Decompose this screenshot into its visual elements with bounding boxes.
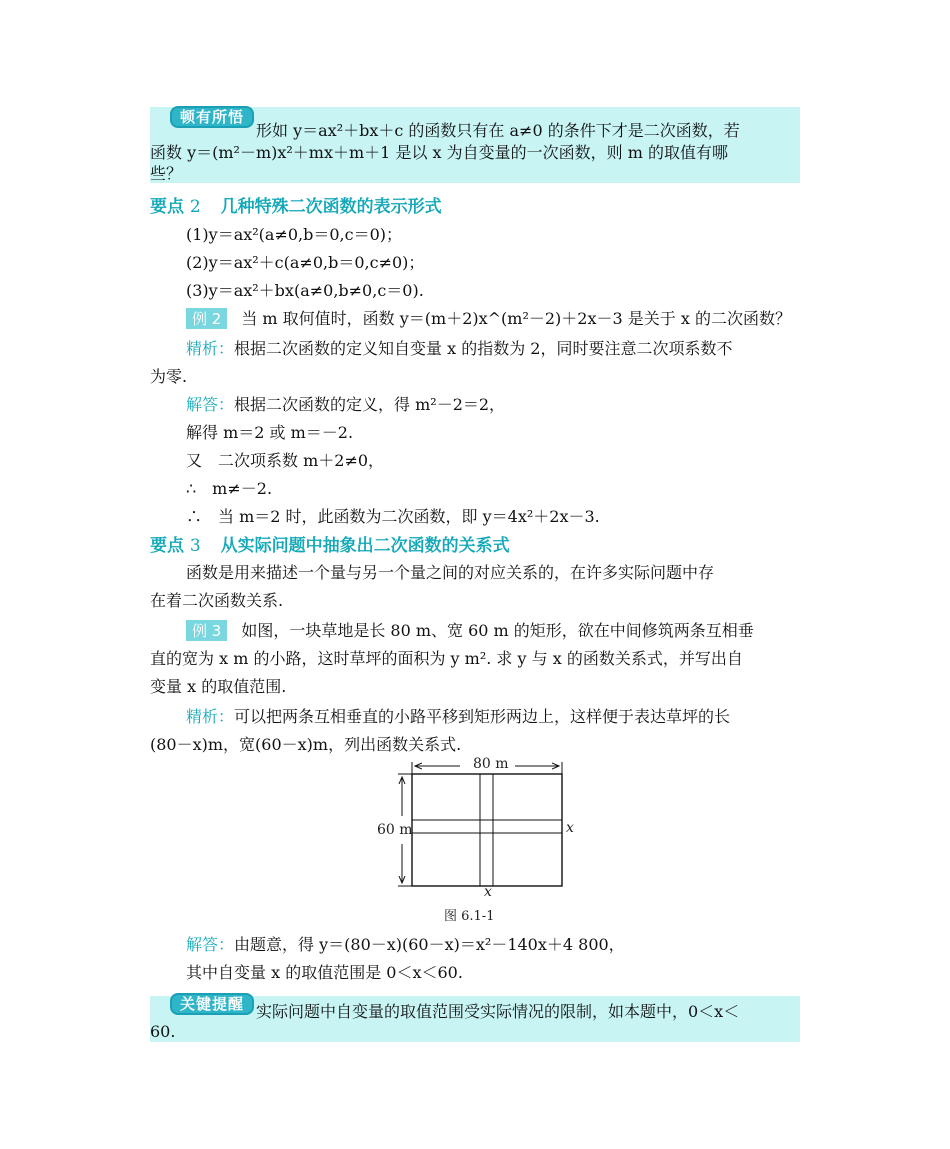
bottom-path-label: x: [484, 884, 492, 900]
key-reminder-line-1: 实际问题中自变量的取值范围受实际情况的限制，如本题中，0＜x＜: [256, 1002, 740, 1021]
top-dimension-label: 80 m: [473, 756, 509, 772]
key-reminder-tag: 关键提醒: [170, 993, 254, 1015]
analysis-text: 根据二次函数的定义知自变量 x 的指数为 2，同时要注意二次项系数不: [234, 339, 733, 358]
insight-line-2: 函数 y＝(m²－m)x²＋mx＋m＋1 是以 x 为自变量的一次函数，则 m 的取值有哪: [150, 143, 728, 162]
example-3: [186, 618, 754, 641]
answer-text: 由题意，得 y＝(80－x)(60－x)＝x²－140x＋4 800，: [234, 935, 625, 954]
answer-text: 根据二次函数的定义，得 m²－2＝2，: [234, 395, 506, 414]
figure-caption: 图 6.1-1: [444, 909, 495, 924]
analysis-line-2: 为零.: [150, 367, 188, 386]
section-title: 几种特殊二次函数的表示形式: [220, 197, 442, 217]
section-2-heading: [150, 192, 442, 217]
answer-line-2: 解得 m＝2 或 m＝－2.: [186, 423, 354, 442]
paragraph-line-2: 在着二次函数关系.: [150, 591, 284, 610]
insight-tag: 顿有所悟: [170, 106, 254, 128]
answer-line-1: [186, 392, 505, 415]
answer-label: 解答：: [186, 395, 235, 414]
insight-line-3: 些？: [150, 164, 183, 183]
example-tag: 例 3: [186, 620, 227, 641]
key-reminder-line-2: 60.: [150, 1022, 176, 1041]
analysis-line-2: (80－x)m，宽(60－x)m，列出函数关系式.: [150, 735, 462, 754]
example-text: 如图，一块草地是长 80 m、宽 60 m 的矩形，欲在中间修筑两条互相垂: [241, 621, 754, 640]
answer-line-4: ∴ m≠－2.: [186, 479, 273, 498]
lawn-rectangle: [412, 774, 562, 886]
answer-line-3: 又 二次项系数 m＋2≠0，: [186, 451, 385, 470]
right-path-label: x: [566, 820, 574, 836]
left-dimension-label: 60 m: [377, 822, 413, 838]
section-label: 要点: [150, 197, 184, 217]
section-title: 从实际问题中抽象出二次函数的关系式: [220, 536, 510, 556]
analysis-label: 精析：: [186, 707, 235, 726]
analysis-text: 可以把两条互相垂直的小路平移到矩形两边上，这样便于表达草坪的长: [234, 707, 731, 726]
example-text-line-2: 直的宽为 x m 的小路，这时草坪的面积为 y m². 求 y 与 x 的函数关系式，并写出自: [150, 649, 743, 668]
analysis-line-1: [186, 704, 730, 727]
section-3-heading: [150, 531, 510, 556]
section-number: 2: [189, 197, 201, 217]
example-text-line-3: 变量 x 的取值范围.: [150, 677, 287, 696]
analysis-label: 精析：: [186, 339, 235, 358]
answer-label: 解答：: [186, 935, 235, 954]
list-item: (3)y＝ax²＋bx(a≠0,b≠0,c＝0).: [186, 281, 424, 300]
section-label: 要点: [150, 536, 184, 556]
answer-line-5: ∴ 当 m＝2 时，此函数为二次函数，即 y＝4x²＋2x－3.: [186, 507, 600, 526]
example-2: [186, 306, 791, 329]
list-item: (2)y＝ax²＋c(a≠0,b＝0,c≠0)；: [186, 253, 425, 272]
paragraph-line-1: 函数是用来描述一个量与另一个量之间的对应关系的，在许多实际问题中存: [186, 563, 715, 582]
list-item: (1)y＝ax²(a≠0,b＝0,c＝0)；: [186, 225, 403, 244]
answer-line-2: 其中自变量 x 的取值范围是 0＜x＜60.: [186, 963, 463, 982]
analysis-line-1: [186, 336, 732, 359]
section-number: 3: [189, 536, 201, 556]
example-text: 当 m 取何值时，函数 y＝(m＋2)x^(m²－2)＋2x－3 是关于 x 的二次函数？: [241, 309, 791, 328]
example-tag: 例 2: [186, 308, 227, 329]
answer-line-1: [186, 932, 625, 955]
insight-line-1: 形如 y＝ax²＋bx＋c 的函数只有在 a≠0 的条件下才是二次函数，若: [256, 121, 740, 140]
